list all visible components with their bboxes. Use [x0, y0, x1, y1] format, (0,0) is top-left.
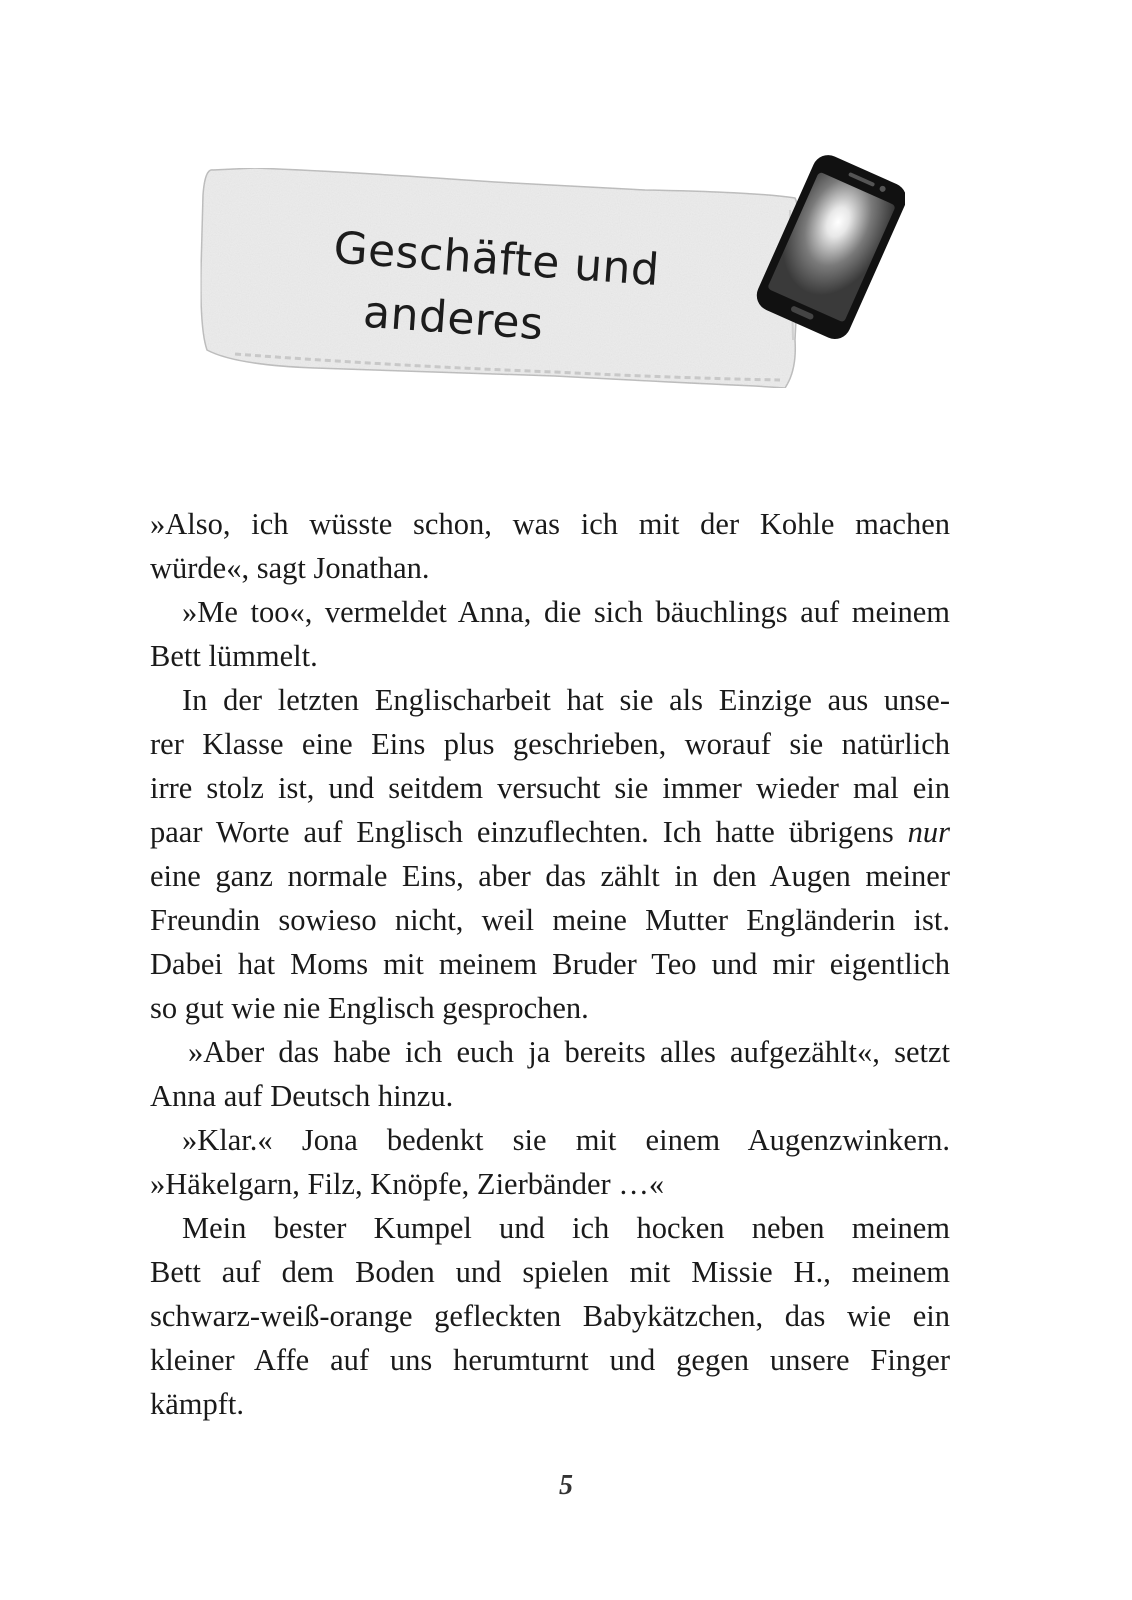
- body-line: Anna auf Deutsch hinzu.: [150, 1079, 454, 1113]
- body-line: schwarz-weiß-orange gefleckten Babykätzchen, das wie ein: [150, 1299, 950, 1333]
- chapter-title-line-2: anderes: [361, 286, 546, 351]
- body-line: Mein bester Kumpel und ich hocken neben meinem: [182, 1211, 950, 1245]
- chapter-title-line-1: Geschäfte und: [332, 222, 662, 297]
- body-line: »Also, ich wüsste schon, was ich mit der Kohle machen: [150, 507, 950, 541]
- body-line: Bett lümmelt.: [150, 639, 318, 673]
- body-line: irre stolz ist, und seitdem versucht sie immer wieder mal ein: [150, 771, 950, 805]
- body-line: rer Klasse eine Eins plus geschrieben, worauf sie natürlich: [150, 727, 950, 761]
- body-line-text: paar Worte auf Englisch einzuflechten. Ich hatte übrigens: [150, 815, 908, 849]
- body-line: [150, 810, 950, 854]
- body-text: [150, 502, 950, 1426]
- body-line: Freundin sowieso nicht, weil meine Mutter Engländerin ist.: [150, 903, 950, 937]
- page-number: 5: [559, 1470, 573, 1501]
- body-line: »Aber das habe ich euch ja bereits alles aufgezählt«, setzt: [188, 1035, 950, 1069]
- body-line: eine ganz normale Eins, aber das zählt in den Augen meiner: [150, 859, 950, 893]
- body-line: kleiner Affe auf uns herumturnt und gegen unsere Finger: [150, 1343, 950, 1377]
- body-line: Dabei hat Moms mit meinem Bruder Teo und mir eigentlich: [150, 947, 950, 981]
- body-line: »Klar.« Jona bedenkt sie mit einem Augenzwinkern.: [182, 1123, 950, 1157]
- body-line: würde«, sagt Jonathan.: [150, 551, 430, 585]
- body-line: »Me too«, vermeldet Anna, die sich bäuchlings auf meinem: [182, 595, 950, 629]
- body-line: so gut wie nie Englisch gesprochen.: [150, 991, 589, 1025]
- body-line: »Häkelgarn, Filz, Knöpfe, Zierbänder …«: [150, 1167, 665, 1201]
- body-line: kämpft.: [150, 1387, 245, 1421]
- body-line: Bett auf dem Boden und spielen mit Missie H., meinem: [150, 1255, 950, 1289]
- emphasis: nur: [907, 815, 950, 849]
- body-line: In der letzten Englischarbeit hat sie als Einzige aus unse-: [182, 683, 950, 717]
